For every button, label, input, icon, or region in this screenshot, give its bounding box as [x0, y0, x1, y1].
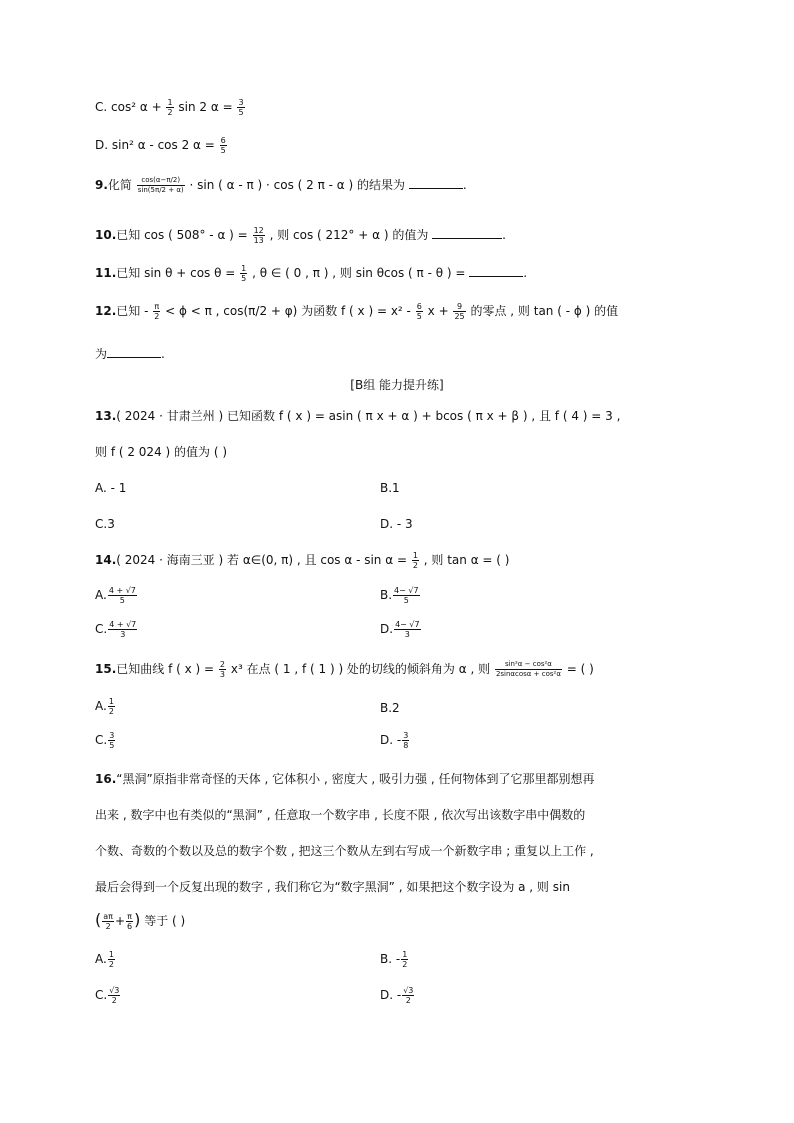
question-number: 16.	[95, 772, 117, 786]
question-number: 13.	[95, 409, 117, 423]
question-16-line5: ( $\frac{a\pi}{2}$ + $\frac{\pi}{6}$ ) 等于 ( )	[95, 910, 186, 931]
q16-option-a[interactable]	[95, 950, 116, 969]
question-text: 的零点 , 则 tan ( - ϕ ) 的值	[470, 304, 619, 318]
fraction: $\frac{12}{13}$	[253, 226, 264, 245]
question-text: , 则 tan α = ( )	[423, 553, 510, 567]
option-label: C.	[95, 988, 108, 1002]
fraction: $\frac{9}{25}$	[454, 302, 465, 321]
fraction: $\frac{a\pi}{2}$	[103, 912, 113, 931]
q13-option-a[interactable]: A. - 1	[95, 481, 127, 495]
q15-option-b[interactable]	[380, 701, 400, 715]
option-label: C.	[95, 100, 108, 114]
question-text: = ( )	[566, 662, 594, 676]
fraction: $\frac{4- √7}{5}$	[394, 586, 419, 605]
q14-option-c[interactable]	[95, 620, 138, 639]
q15-option-d[interactable]	[380, 731, 410, 750]
fraction: $\frac{1}{2}$	[402, 950, 408, 969]
option-label: A.	[95, 699, 107, 713]
fraction: $\frac{3}{5}$	[109, 731, 115, 750]
fraction: $\frac{6}{5}$	[220, 136, 226, 155]
fraction: $\frac{\text{sin²α − cos²α}}{\text{2sinαcosα + cos²α}}$	[495, 660, 561, 678]
fraction: $\frac{\pi}{2}$	[154, 302, 160, 321]
fraction: $\frac{6}{5}$	[416, 302, 422, 321]
question-text: x³ 在点 ( 1 , f ( 1 ) ) 处的切线的倾斜角为 α , 则	[230, 662, 491, 676]
q14-option-a[interactable]	[95, 586, 138, 605]
math-expression: (π/2 + φ)	[243, 304, 298, 318]
question-number: 14.	[95, 553, 117, 567]
question-16-line3: 个数、奇数的个数以及总的数字个数 , 把这三个数从左到右写成一个新数字串 ; 重复以上工作 ,	[95, 844, 594, 858]
question-14	[95, 551, 509, 570]
question-13-line2: 则 f ( 2 024 ) 的值为 ( )	[95, 445, 228, 459]
question-12	[95, 302, 618, 321]
question-text: 化简	[107, 178, 132, 192]
question-number: 9.	[95, 178, 108, 192]
question-number: 15.	[95, 662, 117, 676]
question-number: 12.	[95, 304, 117, 318]
fraction: $\frac{1}{2}$	[167, 98, 173, 117]
question-15	[95, 660, 594, 679]
question-text: x +	[427, 304, 449, 318]
question-9: 9.化简 $\frac{\cos(\alpha-\pi/2)}{\sin(5\pi/2 + \alpha)}$ · sin ( α - π ) · cos ( 2 π - α ) 的结果为 .	[95, 176, 467, 194]
question-10: 10.已知 cos ( 508° - α ) = $\frac{12}{13}$ , 则 cos ( 212° + α ) 的值为 .	[95, 226, 506, 245]
question-16	[95, 770, 594, 787]
q16-option-d[interactable]	[380, 986, 415, 1005]
option-text: 2	[392, 701, 400, 715]
option-label: D. -	[380, 733, 402, 747]
question-text: 已知 sin θ + cos θ =	[116, 266, 236, 280]
question-text: ( 2024 · 海南三亚 ) 若 α∈(0, π) , 且 cos α - sin α =	[116, 553, 408, 567]
q13-option-c[interactable]: C.3	[95, 517, 115, 531]
fraction: $\frac{3}{5}$	[238, 98, 244, 117]
option-label: B.	[380, 701, 393, 715]
fraction: $\frac{√3}{2}$	[109, 986, 120, 1005]
option-label: B. -	[380, 952, 401, 966]
question-text: < ϕ < π , cos	[165, 304, 244, 318]
question-11: 11.已知 sin θ + cos θ = $\frac{1}{5}$ , θ ∈ ( 0 , π ) , 则 sin θcos ( π - θ ) = .	[95, 264, 528, 283]
option-label: D.	[380, 622, 394, 636]
question-number: 10.	[95, 228, 117, 242]
question-text: “黑洞”原指非常奇怪的天体 , 它体积小 , 密度大 , 吸引力强 , 任何物体到了它那里都别想再	[116, 772, 595, 786]
question-12-line2: 为 .	[95, 347, 165, 361]
question-text: 已知 -	[116, 304, 149, 318]
option-label: B.	[380, 588, 393, 602]
question-text: , θ ∈ ( 0 , π ) , 则 sin θcos ( π - θ ) =	[252, 266, 466, 280]
question-16-line2: 出来 , 数字中也有类似的“黑洞” , 任意取一个数字串 , 长度不限 , 依次写出该数字串中偶数的	[95, 808, 586, 822]
fraction: $\frac{4- √7}{3}$	[395, 620, 420, 639]
question-text: 等于 ( )	[144, 914, 186, 928]
answer-blank[interactable]	[107, 345, 161, 358]
fraction: $\frac{1}{2}$	[412, 551, 418, 570]
option-label: A.	[95, 588, 107, 602]
fraction: $\frac{√3}{2}$	[403, 986, 414, 1005]
q14-option-b[interactable]	[380, 586, 421, 605]
option-text: sin² α - cos 2 α =	[111, 138, 215, 152]
q15-option-c[interactable]	[95, 731, 116, 750]
question-number: 11.	[95, 266, 117, 280]
question-text: ( 2024 · 甘肃兰州 ) 已知函数 f ( x ) = asin ( π x + α ) + bcos ( π x + β ) , 且 f ( 4 ) = 3 ,	[116, 409, 621, 423]
section-header: [B组 能力提升练]	[350, 378, 444, 392]
question-text: 为	[95, 347, 108, 361]
question-text: 已知曲线 f ( x ) =	[116, 662, 215, 676]
option-label: D. -	[380, 988, 402, 1002]
option-label: C.	[95, 733, 108, 747]
fraction: $\frac{1}{5}$	[241, 264, 247, 283]
fraction: $\frac{1}{2}$	[108, 697, 114, 716]
q8-option-d	[95, 136, 228, 155]
option-text: cos² α +	[111, 100, 162, 114]
answer-blank[interactable]	[469, 264, 523, 277]
q13-option-b[interactable]: B.1	[380, 481, 400, 495]
q16-option-c[interactable]	[95, 986, 121, 1005]
paren-open: (	[95, 910, 102, 929]
fraction: $\frac{4 + √7}{5}$	[108, 586, 136, 605]
fraction: $\frac{4 + √7}{3}$	[109, 620, 137, 639]
q13-option-d[interactable]: D. - 3	[380, 517, 413, 531]
fraction: $\frac{3}{8}$	[403, 731, 409, 750]
q16-option-b[interactable]	[380, 950, 409, 969]
fraction: $\frac{2}{3}$	[219, 660, 226, 679]
answer-blank[interactable]	[409, 176, 463, 189]
question-text: · sin ( α - π ) · cos ( 2 π - α ) 的结果为	[189, 178, 406, 192]
option-label: A.	[95, 952, 107, 966]
fraction: $\frac{\cos(\alpha-\pi/2)}{\sin(5\pi/2 + \alpha)}$	[137, 176, 184, 194]
question-text: , 则 cos ( 212° + α ) 的值为	[269, 228, 429, 242]
paren-close: )	[134, 910, 141, 929]
q14-option-d[interactable]	[380, 620, 422, 639]
option-text: sin 2 α =	[178, 100, 233, 114]
question-13	[95, 407, 620, 424]
answer-blank[interactable]	[432, 226, 502, 239]
q8-option-c	[95, 98, 246, 117]
question-text: 为函数 f ( x ) = x² -	[301, 304, 411, 318]
fraction: $\frac{1}{2}$	[108, 950, 114, 969]
question-text: 已知 cos ( 508° - α ) =	[116, 228, 248, 242]
fraction: $\frac{\pi}{6}$	[127, 912, 133, 931]
q15-option-a[interactable]	[95, 697, 116, 716]
option-label: C.	[95, 622, 108, 636]
question-16-line4: 最后会得到一个反复出现的数字 , 我们称它为“数字黑洞” , 如果把这个数字设为 a , 则 sin	[95, 880, 570, 894]
option-label: D.	[95, 138, 109, 152]
